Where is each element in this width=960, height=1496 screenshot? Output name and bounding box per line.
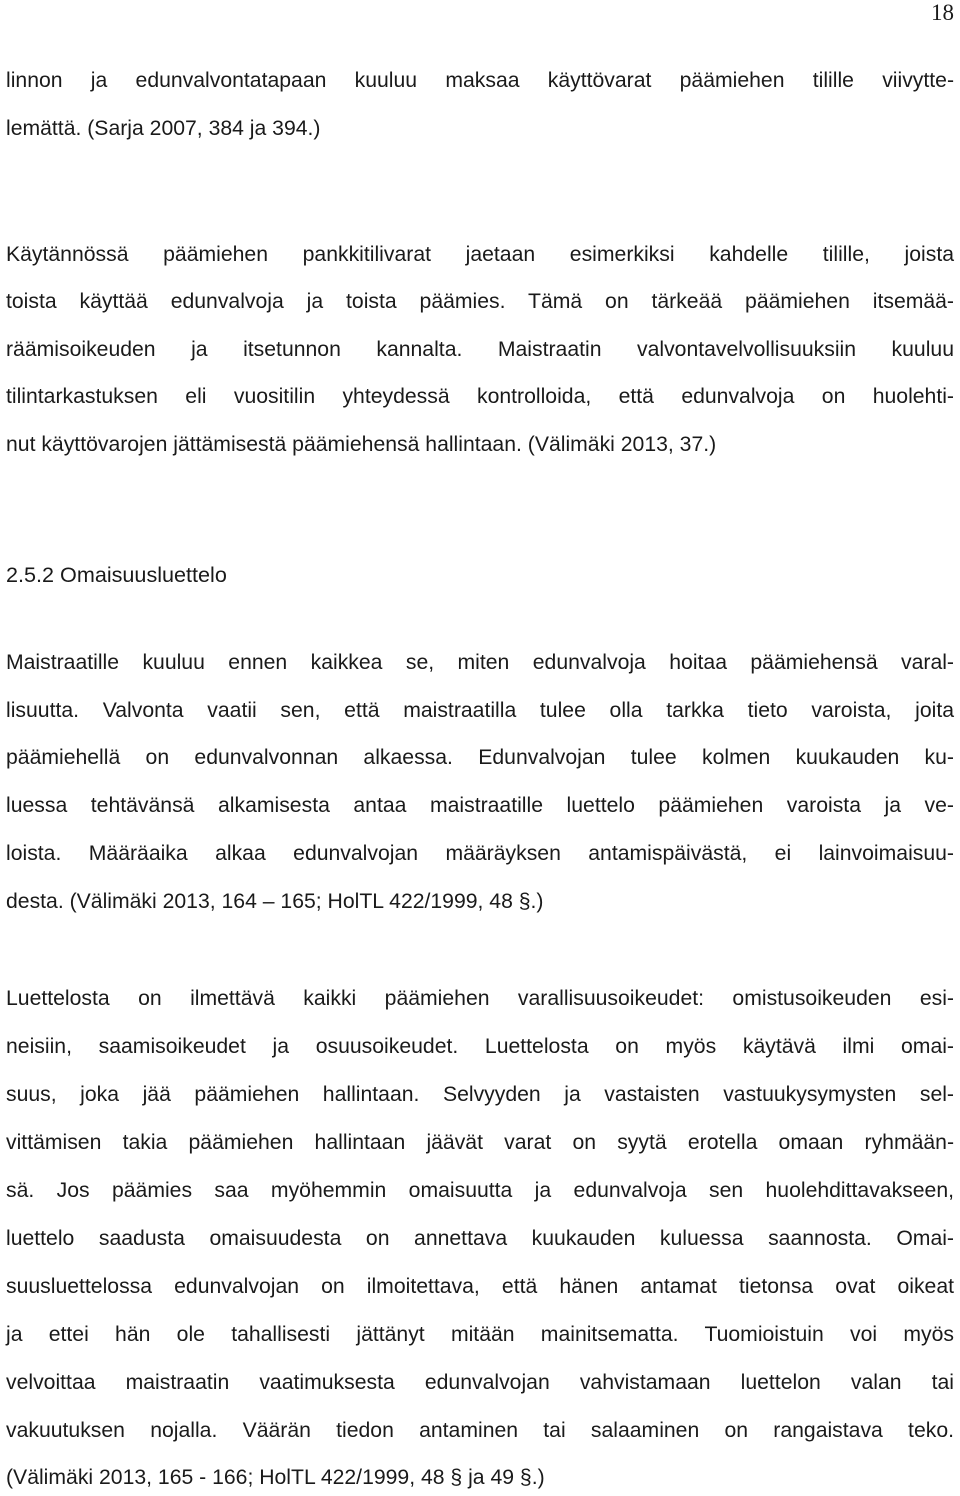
paragraph-4-line-3: suus, joka jää päämiehen hallintaan. Selvyyden ja vastaisten vastuukysymysten sel- <box>6 1083 954 1106</box>
paragraph-2-line-5: nut käyttövarojen jättämisestä päämiehensä hallintaan. (Välimäki 2013, 37.) <box>6 433 717 456</box>
paragraph-4-line-4: vittämisen takia päämiehen hallintaan jäävät varat on syytä erotella omaan ryhmään- <box>6 1131 954 1154</box>
paragraph-3-line-1: Maistraatille kuuluu ennen kaikkea se, miten edunvalvoja hoitaa päämiehensä varal- <box>6 651 954 674</box>
page-number: 18 <box>931 0 954 25</box>
paragraph-2-line-4: tilintarkastuksen eli vuositilin yhteydessä kontrolloida, että edunvalvoja on huolehti- <box>6 385 954 408</box>
paragraph-4-line-11: (Välimäki 2013, 165 - 166; HolTL 422/1999, 48 § ja 49 §.) <box>6 1466 545 1489</box>
section-heading-number: 2.5.2 <box>6 562 55 587</box>
paragraph-4-line-10: vakuutuksen nojalla. Väärän tiedon antaminen tai salaaminen on rangaistava teko. <box>6 1419 954 1442</box>
paragraph-4-line-6: luettelo saadusta omaisuudesta on annettava kuukauden kuluessa saannosta. Omai- <box>6 1227 954 1250</box>
paragraph-3-line-2: lisuutta. Valvonta vaatii sen, että maistraatilla tulee olla tarkka tieto varoista, joita <box>6 699 954 722</box>
paragraph-1-line-2: lemättä. (Sarja 2007, 384 ja 394.) <box>6 117 321 140</box>
paragraph-4-line-8: ja ettei hän ole tahallisesti jättänyt mitään mainitsematta. Tuomioistuin voi myös <box>6 1323 954 1346</box>
section-heading-title: Omaisuusluettelo <box>60 562 227 587</box>
paragraph-3-line-6: desta. (Välimäki 2013, 164 – 165; HolTL 422/1999, 48 §.) <box>6 890 544 913</box>
paragraph-4-line-9: velvoittaa maistraatin vaatimuksesta edunvalvojan vahvistamaan luettelon valan tai <box>6 1371 954 1394</box>
paragraph-2-line-3: räämisoikeuden ja itsetunnon kannalta. Maistraatin valvontavelvollisuuksiin kuuluu <box>6 338 954 361</box>
paragraph-2-line-1: Käytännössä päämiehen pankkitilivarat jaetaan esimerkiksi kahdelle tilille, joista <box>6 243 954 266</box>
paragraph-4-line-5: sä. Jos päämies saa myöhemmin omaisuutta ja edunvalvoja sen huolehdittavakseen, <box>6 1179 954 1202</box>
paragraph-1-line-1: linnon ja edunvalvontatapaan kuuluu maksaa käyttövarat päämiehen tilille viivytte- <box>6 69 954 92</box>
paragraph-3-line-5: loista. Määräaika alkaa edunvalvojan määräyksen antamispäivästä, ei lainvoimaisuu- <box>6 842 954 865</box>
paragraph-3-line-4: luessa tehtävänsä alkamisesta antaa maistraatille luettelo päämiehen varoista ja ve- <box>6 794 954 817</box>
paragraph-3-line-3: päämiehellä on edunvalvonnan alkaessa. Edunvalvojan tulee kolmen kuukauden ku- <box>6 746 954 769</box>
paragraph-4-line-2: neisiin, saamisoikeudet ja osuusoikeudet. Luettelosta on myös käytävä ilmi omai- <box>6 1035 954 1058</box>
paragraph-2-line-2: toista käyttää edunvalvoja ja toista päämies. Tämä on tärkeää päämiehen itsemää- <box>6 290 954 313</box>
paragraph-4-line-1: Luettelosta on ilmettävä kaikki päämiehen varallisuusoikeudet: omistusoikeuden esi- <box>6 987 954 1010</box>
section-heading <box>6 561 954 589</box>
paragraph-4-line-7: suusluettelossa edunvalvojan on ilmoitettava, että hänen antamat tietonsa ovat oikeat <box>6 1275 954 1298</box>
